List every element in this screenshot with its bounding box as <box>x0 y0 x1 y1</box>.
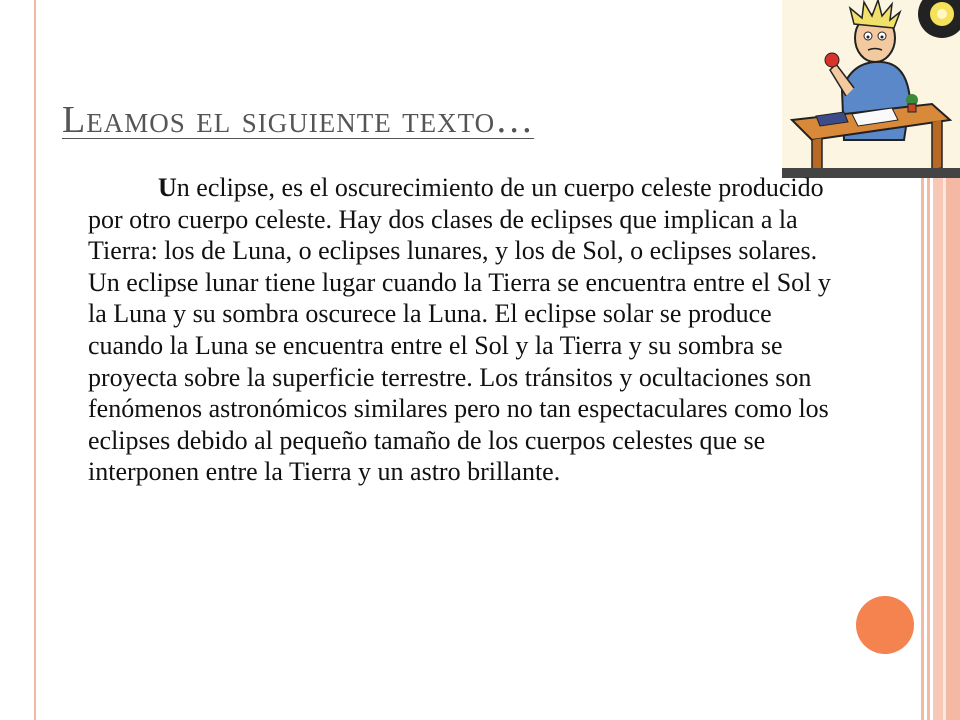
accent-circle <box>856 596 914 654</box>
left-border-line <box>34 0 36 720</box>
body-text-rest: n eclipse, es el oscurecimiento de un cuerpo celeste producido por otro cuerpo celeste. Hay dos clases de eclipses que implican a la Tierra: los de Luna, o eclipses lunares, y los de Sol, o eclipses solares. Un eclipse lunar tiene lugar cuando la Tierra se encuentra entre el Sol y la Luna y su sombra oscurece la Luna. El eclipse solar se produce cuando la Luna se encuentra entre el Sol y la Tierra y su sombra se proyecta sobre la superficie terrestre. Los tránsitos y ocultaciones son fenómenos astronómicos similares pero no tan espectaculares como los eclipses debido al pequeño tamaño de los cuerpos celestes que se interponen entre la Tierra y un astro brillante. <box>88 173 831 487</box>
slide-title: Leamos el siguiente texto… <box>62 99 535 141</box>
body-first-letter: U <box>158 173 177 202</box>
student-desk-clipart <box>782 0 960 178</box>
slide-body-text <box>88 172 838 488</box>
